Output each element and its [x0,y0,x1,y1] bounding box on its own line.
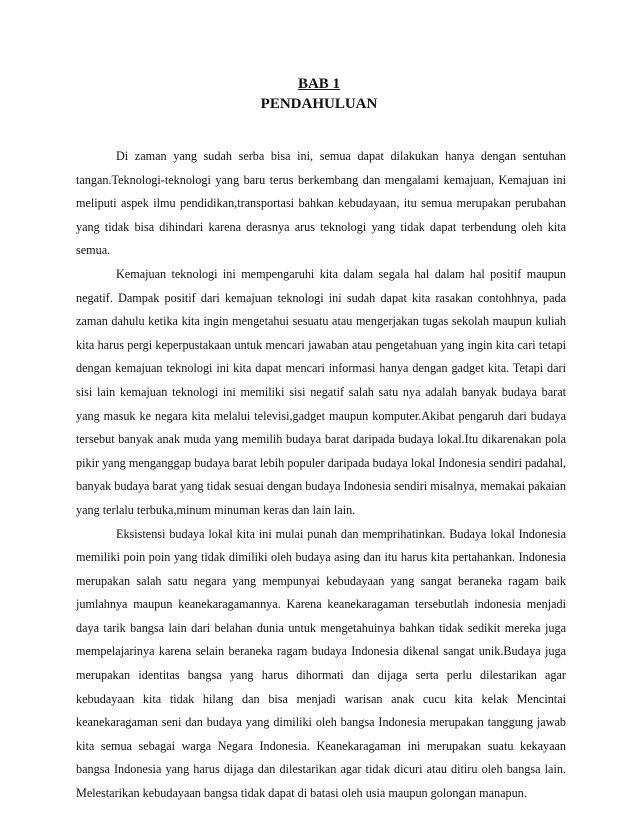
body-text [76,145,566,806]
chapter-number: BAB 1 [297,76,341,92]
paragraph-3: Eksistensi budaya lokal kita ini mulai punah dan memprihatinkan. Budaya lokal Indonesia memiliki poin poin yang tidak dimiliki oleh budaya asing dan itu harus kita pertahankan. Indonesia merupakan salah satu negara yang mempunyai kebudayaan yang sangat beraneka ragam baik jumlahnya maupun keanekaragamannya. Karena keanekaragaman tersebutlah indonesia menjadi daya tarik bangsa lain dari belahan dunia untuk mengetahuinya bahkan tidak sedikit mereka juga mempelajarinya karena selain beraneka ragam budaya Indonesia dikenal sangat unik.Budaya juga merupakan identitas bangsa yang harus dihormati dan dijaga serta perlu dilestarikan agar kebudayaan kita tidak hilang dan bisa menjadi warisan anak cucu kita kelak Mencintai keanekaragaman seni dan budaya yang dimiliki oleh bangsa Indonesia merupakan tanggung jawab kita semua sebagai warga Negara Indonesia. Keanekaragaman ini merupakan suatu kekayaan bangsa Indonesia yang harus dijaga dan dilestarikan agar tidak dicuri atau ditiru oleh bangsa lain. Melestarikan kebudayaan bangsa tidak dapat di batasi oleh usia maupun golongan manapun. [76,526,566,801]
paragraph-2: Kemajuan teknologi ini mempengaruhi kita dalam segala hal dalam hal positif maupun negatif. Dampak positif dari kemajuan teknologi ini sudah dapat kita rasakan contohhnya, pada zaman dahulu ketika kita ingin mengetahui sesuatu atau mengerjakan tugas sekolah maupun kuliah kita harus pergi keperpustakaan untuk mencari jawaban atau pengetahuan yang ingin kita cari tetapi dengan kemajuan teknologi ini kita dapat mencari informasi hanya dengan gadget kita. Tetapi dari sisi lain kemajuan teknologi ini memiliki sisi negatif salah satu nya adalah banyak budaya barat yang masuk ke negara kita melalui televisi,gadget maupun komputer.Akibat pengaruh dari budaya tersebut banyak anak muda yang memilih budaya barat daripada budaya lokal.Itu dikarenakan pola pikir yang menganggap budaya barat lebih populer daripada budaya lokal Indonesia sendiri padahal, banyak budaya barat yang tidak sesuai dengan budaya Indonesia sendiri misalnya, memakai pakaian yang terlalu terbuka,minum minuman keras dan lain lain. [76,266,566,517]
chapter-title: PENDAHULUAN [260,96,378,112]
paragraph-1: Di zaman yang sudah serba bisa ini, semua dapat dilakukan hanya dengan sentuhan tangan.Teknologi-teknologi yang baru terus berkembang dan mengalami kemajuan, Kemajuan ini meliputi aspek ilmu pendidikan,transportasi bahkan kebudayaan, itu semua merupakan perubahan yang tidak bisa dihindari karena derasnya arus teknologi yang tidak dapat terbendung oleh kita semua. [76,149,566,258]
